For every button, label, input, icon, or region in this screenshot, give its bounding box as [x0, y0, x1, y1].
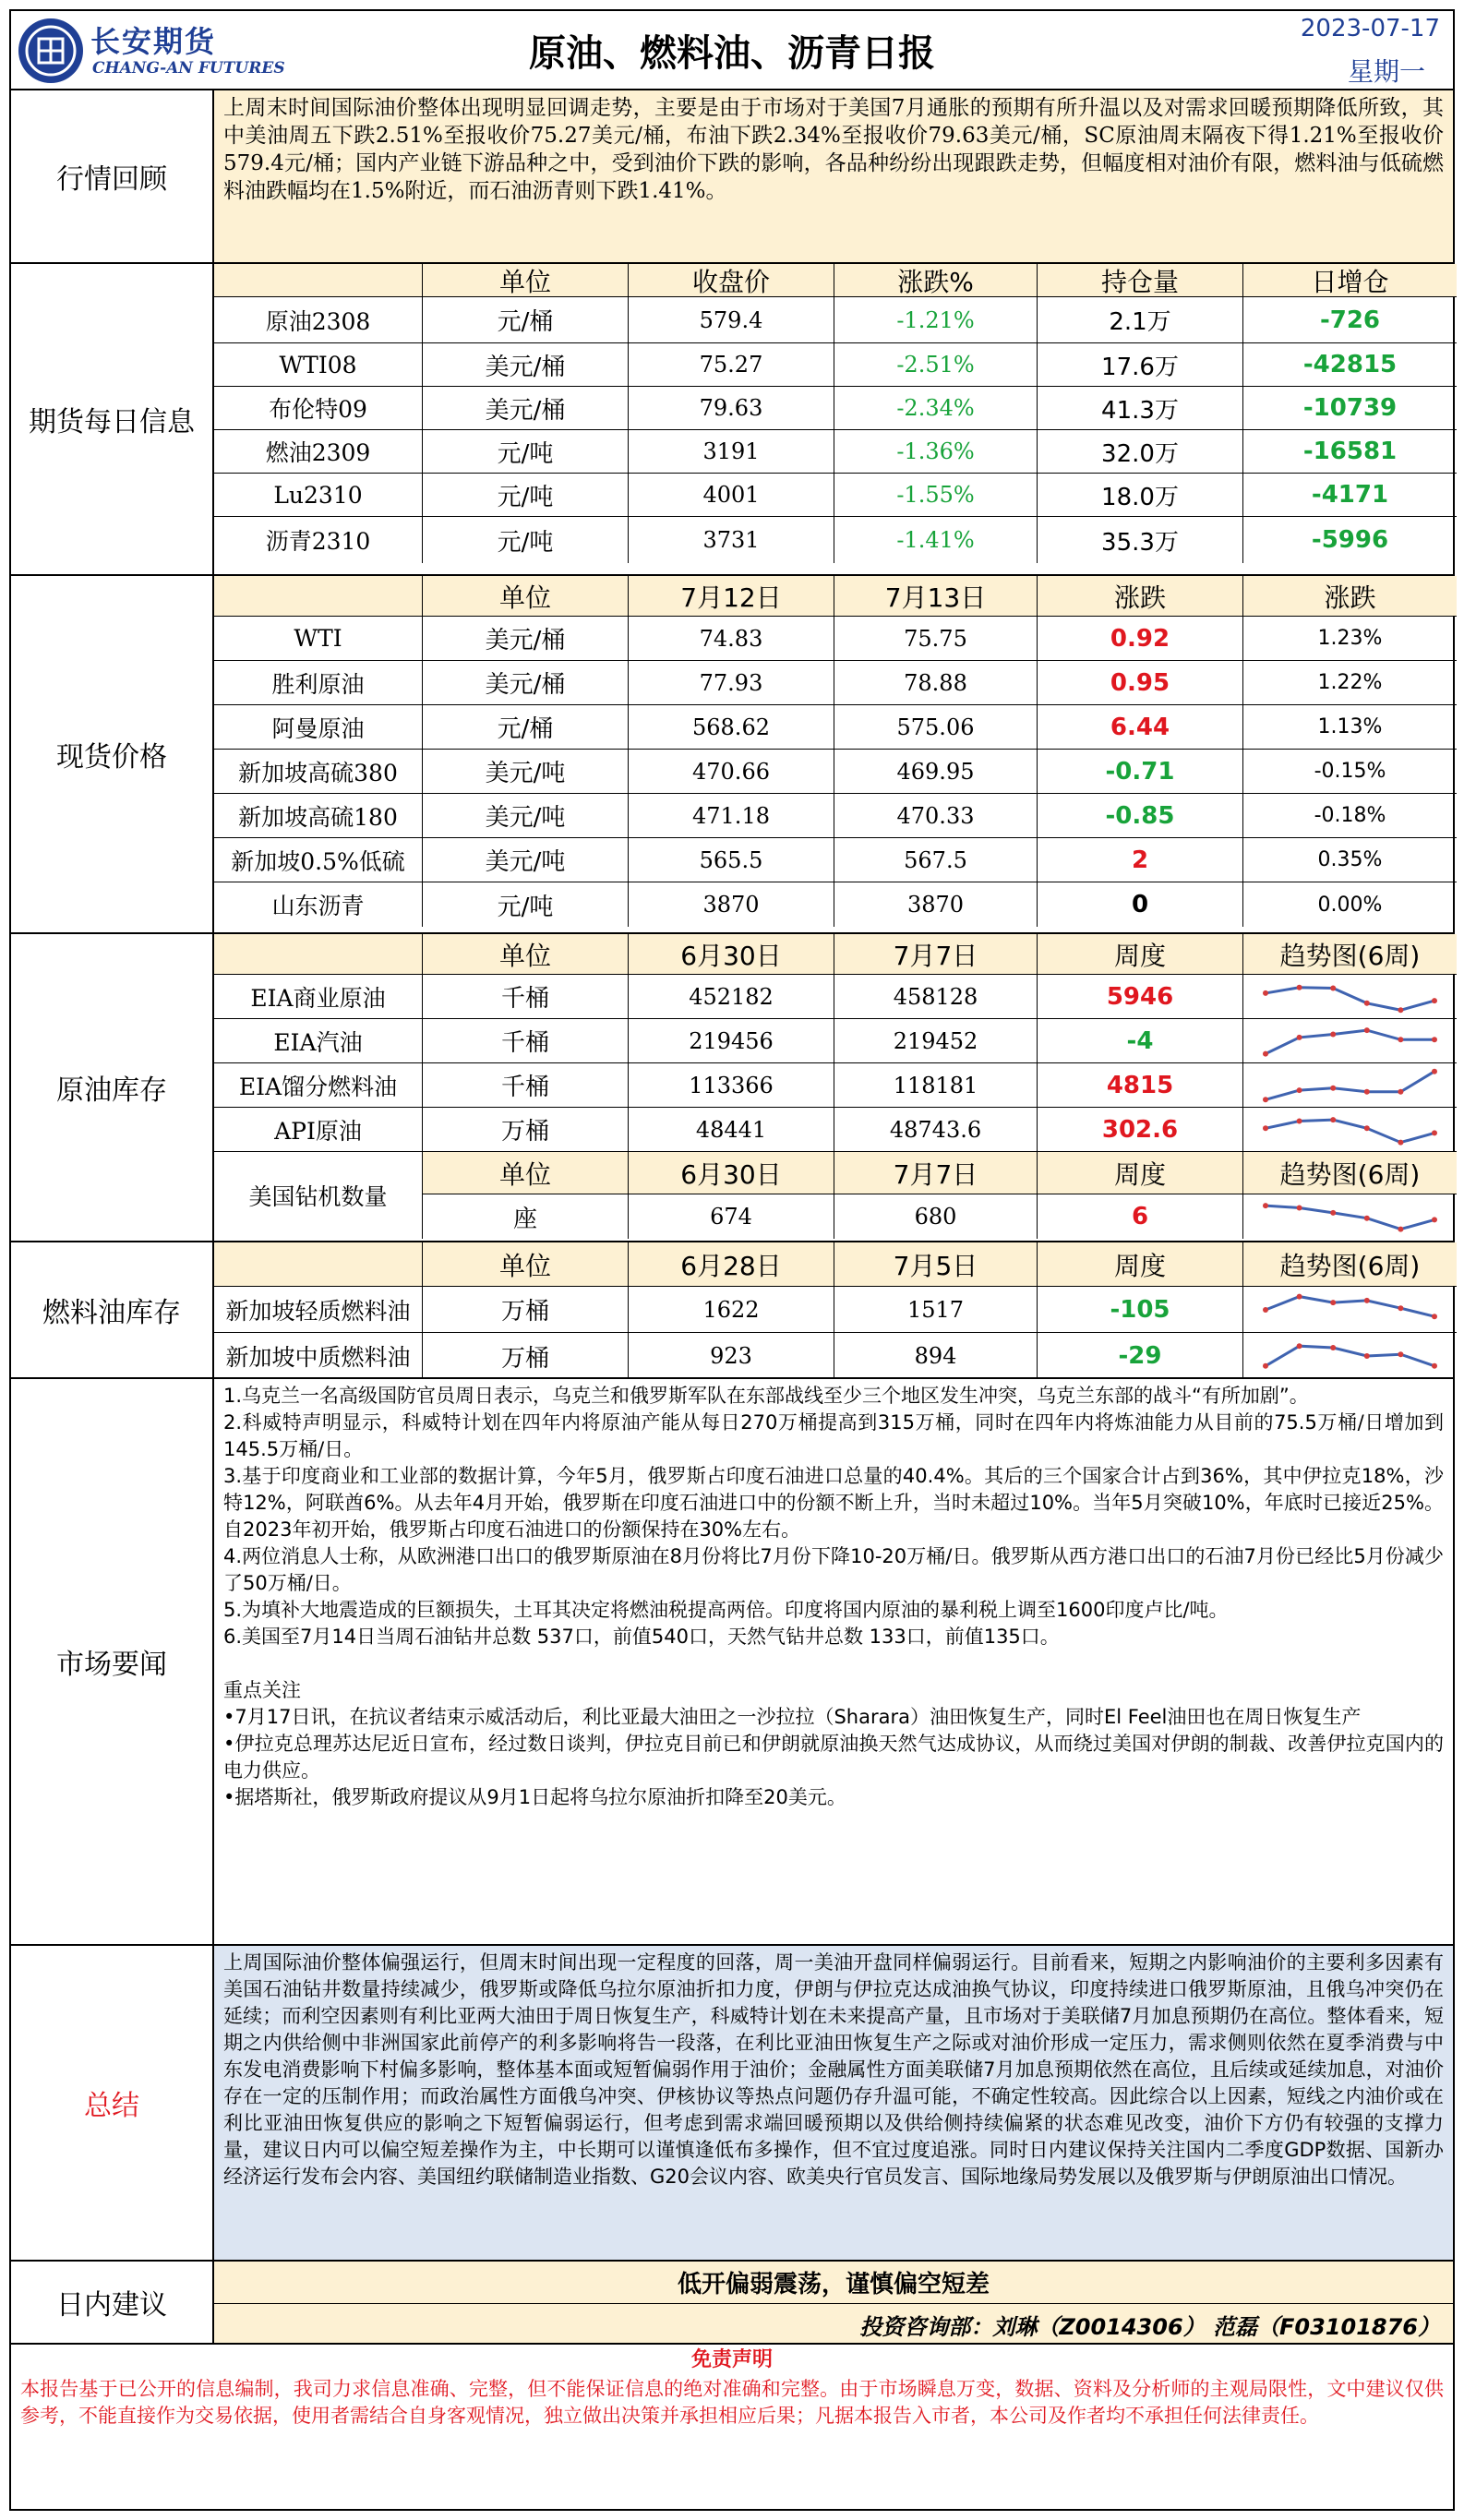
trend-point [1330, 1086, 1336, 1091]
spot-change-pct: 1.13% [1243, 705, 1457, 750]
inventory-unit: 千桶 [423, 1063, 629, 1108]
inventory-header-3: 7月7日 [834, 934, 1038, 975]
rig-header-1: 单位 [423, 1152, 629, 1194]
inventory-header-2: 6月30日 [629, 934, 834, 975]
futures-name: WTI08 [214, 343, 423, 387]
fuel-weekly-change: -105 [1038, 1287, 1243, 1333]
focus-list [223, 1704, 1444, 1811]
rig-header-2: 6月30日 [629, 1152, 834, 1194]
spot-unit: 元/桶 [423, 705, 629, 750]
spot-unit: 美元/吨 [423, 838, 629, 882]
futures-change: -2.51% [834, 343, 1038, 387]
report-title: 原油、燃料油、沥青日报 [529, 31, 935, 75]
trend-point [1364, 1027, 1370, 1033]
spot-price-2: 75.75 [834, 617, 1038, 661]
spot-price-2: 470.33 [834, 794, 1038, 838]
rig-header-5: 趋势图(6周) [1243, 1152, 1457, 1194]
rig-value-1: 674 [629, 1194, 834, 1239]
news-body [214, 1379, 1453, 1944]
spot-price-2: 575.06 [834, 705, 1038, 750]
spot-header-0 [214, 576, 423, 617]
fuel-inventory-table [214, 1242, 1453, 1377]
trend-point [1330, 1117, 1336, 1122]
trend-line [1266, 1030, 1434, 1054]
company-name-cn: 长安期货 [90, 24, 217, 59]
trend-point [1330, 1345, 1336, 1350]
trend-point [1330, 985, 1336, 990]
rig-header-4: 周度 [1038, 1152, 1243, 1194]
spot-price-1: 568.62 [629, 705, 834, 750]
spot-change: 6.44 [1038, 705, 1243, 750]
fuel-header-5: 趋势图(6周) [1243, 1242, 1457, 1287]
spot-price-1: 470.66 [629, 750, 834, 794]
spot-section [9, 574, 1455, 934]
spot-change: 0 [1038, 882, 1243, 927]
news-item: 6.美国至7月14日当周石油钻井总数 537口，前值540口，天然气钻井总数 133口，前值135口。 [223, 1626, 1060, 1648]
futures-daily-oi-change: -16581 [1243, 430, 1457, 474]
fuel-trend-chart [1243, 1333, 1457, 1379]
inventory-name: API原油 [214, 1108, 423, 1152]
trend-point [1297, 1294, 1302, 1300]
fuel-header-3: 7月5日 [834, 1242, 1038, 1287]
futures-header-2: 收盘价 [629, 264, 834, 297]
inventory-header-1: 单位 [423, 934, 629, 975]
fuel-header-4: 周度 [1038, 1242, 1243, 1287]
spot-change: -0.71 [1038, 750, 1243, 794]
trend-point [1263, 1125, 1268, 1131]
trend-point [1364, 1089, 1370, 1095]
spot-price-2: 567.5 [834, 838, 1038, 882]
spot-name: 山东沥青 [214, 882, 423, 927]
advice-body [214, 2262, 1453, 2343]
futures-open-interest: 35.3万 [1038, 517, 1243, 563]
futures-change: -1.36% [834, 430, 1038, 474]
spot-name: 新加坡高硫180 [214, 794, 423, 838]
inventory-header-0 [214, 934, 423, 975]
spot-change-pct: 1.22% [1243, 661, 1457, 705]
spot-change-pct: -0.18% [1243, 794, 1457, 838]
futures-open-interest: 17.6万 [1038, 343, 1243, 387]
trend-point [1364, 1001, 1370, 1006]
spot-header-2: 7月12日 [629, 576, 834, 617]
trend-point [1432, 1130, 1437, 1135]
news-item: 4.两位消息人士称，从欧洲港口出口的俄罗斯原油在8月份将比7月份下降10-20万桶/日。俄罗斯从西方港口出口的石油7月份已经比5月份减少了50万桶/日。 [223, 1545, 1444, 1594]
advice-label: 日内建议 [11, 2262, 214, 2343]
trend-point [1432, 1363, 1437, 1369]
trend-point [1297, 1118, 1302, 1123]
summary-section [9, 1944, 1455, 2262]
futures-name: 燃油2309 [214, 430, 423, 474]
fuel-inventory-section [9, 1241, 1455, 1379]
futures-daily-oi-change: -4171 [1243, 474, 1457, 517]
news-item: 2.科威特声明显示，科威特计划在四年内将原油产能从每日270万桶提高到315万桶，同时在四年内将炼油能力从目前的75.5万桶/日增加到145.5万桶/日。 [223, 1411, 1444, 1460]
focus-item: •据塔斯社，俄罗斯政府提议从9月1日起将乌拉尔原油折扣降至20美元。 [223, 1786, 846, 1808]
trend-line [1266, 1206, 1434, 1230]
rig-trend-chart [1243, 1194, 1457, 1239]
fuel-unit: 万桶 [423, 1287, 629, 1333]
trend-point [1263, 1363, 1268, 1369]
news-item: 3.基于印度商业和工业部的数据计算，今年5月，俄罗斯占印度石油进口总量的40.4%。其后的三个国家合计占到36%，其中伊拉克18%，沙特12%，阿联酋6%。从去年4月开始，俄罗斯在印度石油进口中的份额不断上升，当时未超过10%。当年5月突破10%，年底时已接近25%。自2023年初开始，俄罗斯占印度石油进口的份额保持在30%左右。 [223, 1465, 1444, 1541]
trend-point [1263, 990, 1268, 996]
spot-change: 0.95 [1038, 661, 1243, 705]
futures-unit: 元/吨 [423, 517, 629, 563]
trend-point [1398, 1037, 1403, 1042]
futures-close: 79.63 [629, 387, 834, 430]
rig-header-3: 7月7日 [834, 1152, 1038, 1194]
futures-daily-oi-change: -726 [1243, 297, 1457, 343]
inventory-value-1: 113366 [629, 1063, 834, 1108]
spot-price-1: 77.93 [629, 661, 834, 705]
spot-change: 0.92 [1038, 617, 1243, 661]
futures-unit: 元/吨 [423, 474, 629, 517]
trend-point [1432, 1314, 1437, 1319]
trend-point [1398, 1089, 1403, 1095]
inventory-unit: 千桶 [423, 1019, 629, 1063]
trend-point [1297, 1035, 1302, 1040]
spot-change-pct: 1.23% [1243, 617, 1457, 661]
trend-line [1266, 1120, 1434, 1142]
futures-open-interest: 18.0万 [1038, 474, 1243, 517]
advice-section [9, 2260, 1455, 2345]
rig-value-2: 680 [834, 1194, 1038, 1239]
spot-label: 现货价格 [11, 576, 214, 932]
trend-point [1297, 1205, 1302, 1210]
futures-open-interest: 41.3万 [1038, 387, 1243, 430]
report-header [9, 9, 1455, 90]
inventory-label: 原油库存 [11, 934, 214, 1241]
spot-unit: 美元/吨 [423, 794, 629, 838]
fuel-value-1: 923 [629, 1333, 834, 1379]
report-weekday: 星期一 [1347, 56, 1425, 87]
futures-close: 3191 [629, 430, 834, 474]
rig-weekly-change: 6 [1038, 1194, 1243, 1239]
futures-change: -1.41% [834, 517, 1038, 563]
inventory-trend-chart [1243, 1019, 1457, 1063]
inventory-trend-chart [1243, 1063, 1457, 1108]
inventory-name: EIA汽油 [214, 1019, 423, 1063]
spot-name: 新加坡高硫380 [214, 750, 423, 794]
inventory-weekly-change: 5946 [1038, 975, 1243, 1019]
futures-change: -1.21% [834, 297, 1038, 343]
futures-label: 期货每日信息 [11, 264, 214, 574]
spot-unit: 美元/桶 [423, 661, 629, 705]
summary-text: 上周国际油价整体偏强运行，但周末时间出现一定程度的回落，周一美油开盘同样偏弱运行。目前看来，短期之内影响油价的主要利多因素有美国石油钻井数量持续减少，俄罗斯或降低乌拉尔原油折扣力度，伊朗与伊拉克达成油换气协议，印度持续进口俄罗斯原油，且俄乌冲突仍在延续；而利空因素则有利比亚两大油田于周日恢复生产，科威特计划在未来提高产量，且市场对于美联储7月加息预期仍在高位。整体看来，短期之内供给侧中非洲国家此前停产的利多影响将告一段落，在利比亚油田恢复生产之际或对油价形成一定压力，需求侧则依然在夏季消费与中东发电消费影响下村偏多影响，整体基本面或短暂偏弱作用于油价；金融属性方面美联储7月加息预期依然在高位，且后续或延续加息，对油价存在一定的压制作用；而政治属性方面俄乌冲突、伊核协议等热点问题仍存升温可能，不确定性较高。因此综合以上因素，短线之内油价或在利比亚油田恢复供应的影响之下短暂偏弱运行，但考虑到需求端回暖预期以及供给侧持续偏紧的状态难见改变，油价下方仍有较强的支撑力量，建议日内可以偏空短差操作为主，中长期可以谨慎逢低布多操作，但不宜过度追涨。同时日内建议保持关注国内二季度GDP数据、国新办经济运行发布会内容、美国纽约联储制造业指数、G20会议内容、欧美央行官员发言、国际地缘局势发展以及俄罗斯与伊朗原油出口情况。 [214, 1946, 1453, 2260]
trend-point [1432, 998, 1437, 1003]
futures-daily-oi-change: -42815 [1243, 343, 1457, 387]
fuel-unit: 万桶 [423, 1333, 629, 1379]
futures-change: -2.34% [834, 387, 1038, 430]
trend-point [1398, 1007, 1403, 1013]
futures-name: 沥青2310 [214, 517, 423, 563]
spot-change-pct: -0.15% [1243, 750, 1457, 794]
futures-open-interest: 32.0万 [1038, 430, 1243, 474]
futures-name: 布伦特09 [214, 387, 423, 430]
advice-text: 低开偏弱震荡，谨慎偏空短差 [214, 2262, 1453, 2304]
inventory-value-1: 48441 [629, 1108, 834, 1152]
inventory-value-2: 458128 [834, 975, 1038, 1019]
fuel-name: 新加坡中质燃料油 [214, 1333, 423, 1379]
futures-name: 原油2308 [214, 297, 423, 343]
inventory-header-4: 周度 [1038, 934, 1243, 975]
inventory-section [9, 932, 1455, 1242]
inventory-value-2: 219452 [834, 1019, 1038, 1063]
spot-header-1: 单位 [423, 576, 629, 617]
trend-point [1364, 1216, 1370, 1221]
spot-unit: 美元/桶 [423, 617, 629, 661]
spot-price-1: 74.83 [629, 617, 834, 661]
trend-point [1263, 1307, 1268, 1313]
inventory-unit: 千桶 [423, 975, 629, 1019]
review-label: 行情回顾 [11, 90, 214, 262]
inventory-trend-chart [1243, 975, 1457, 1019]
review-text: 上周末时间国际油价整体出现明显回调走势，主要是由于市场对于美国7月通胀的预期有所升温以及对需求回暖预期降低所致，其中美油周五下跌2.51%至报收价75.27美元/桶，布油下跌2.34%至报收价79.63美元/桶，SC原油周末隔夜下得1.21%至报收价579.4元/桶；国内产业链下游品种之中，受到油价下跌的影响，各品种纷纷出现跟跌走势，但幅度相对油价有限，燃料油与低硫燃料油跌幅均在1.5%附近，而石油沥青则下跌1.41%。 [214, 90, 1453, 262]
trend-point [1297, 1343, 1302, 1349]
review-section [9, 89, 1455, 264]
spot-price-1: 471.18 [629, 794, 834, 838]
news-section [9, 1377, 1455, 1946]
spot-price-2: 3870 [834, 882, 1038, 927]
fuel-value-2: 1517 [834, 1287, 1038, 1333]
fuel-header-0 [214, 1242, 423, 1287]
trend-point [1432, 1217, 1437, 1222]
inventory-unit: 万桶 [423, 1108, 629, 1152]
trend-point [1398, 1351, 1403, 1357]
futures-header-3: 涨跌% [834, 264, 1038, 297]
inventory-weekly-change: -4 [1038, 1019, 1243, 1063]
focus-item: •7月17日讯，在抗议者结束示威活动后，利比亚最大油田之一沙拉拉（Sharara）油田恢复生产，同时El Feel油田也在周日恢复生产 [223, 1706, 1362, 1728]
spot-name: 阿曼原油 [214, 705, 423, 750]
inventory-header-5: 趋势图(6周) [1243, 934, 1457, 975]
trend-point [1398, 1140, 1403, 1146]
inventory-name: EIA商业原油 [214, 975, 423, 1019]
futures-close: 4001 [629, 474, 834, 517]
spot-table [214, 576, 1453, 932]
news-item: 5.为填补大地震造成的巨额损失，土耳其决定将燃油税提高两倍。印度将国内原油的暴利税上调至1600印度卢比/吨。 [223, 1599, 1229, 1621]
inventory-trend-chart [1243, 1108, 1457, 1152]
spot-unit: 美元/吨 [423, 750, 629, 794]
futures-unit: 元/吨 [423, 430, 629, 474]
trend-point [1330, 1300, 1336, 1305]
fuel-value-1: 1622 [629, 1287, 834, 1333]
spot-change: 2 [1038, 838, 1243, 882]
trend-point [1398, 1227, 1403, 1232]
futures-close: 75.27 [629, 343, 834, 387]
futures-daily-oi-change: -5996 [1311, 526, 1389, 554]
fuel-weekly-change: -29 [1038, 1333, 1243, 1379]
rig-count-title: 美国钻机数量 [214, 1152, 423, 1239]
spot-header-3: 7月13日 [834, 576, 1038, 617]
fuel-inventory-label: 燃料油库存 [11, 1242, 214, 1377]
spot-header-4: 涨跌 [1038, 576, 1243, 617]
spot-price-1: 565.5 [629, 838, 834, 882]
futures-table [214, 264, 1453, 574]
futures-open-interest: 2.1万 [1038, 297, 1243, 343]
spot-header-5: 涨跌 [1243, 576, 1457, 617]
report-date: 2023-07-17 [1300, 15, 1440, 42]
inventory-table [214, 934, 1453, 1241]
fuel-header-2: 6月28日 [629, 1242, 834, 1287]
company-name-en: CHANG-AN FUTURES [92, 59, 285, 78]
summary-label: 总结 [11, 1946, 214, 2260]
trend-line [1266, 1072, 1434, 1100]
trend-line [1266, 1297, 1434, 1317]
trend-point [1263, 1051, 1268, 1057]
trend-line [1266, 988, 1434, 1010]
fuel-trend-chart [1243, 1287, 1457, 1333]
spot-change-pct: 0.00% [1317, 893, 1383, 917]
spot-name: WTI [214, 617, 423, 661]
spot-unit: 元/吨 [423, 882, 629, 927]
disclaimer-text: 本报告基于已公开的信息编制，我司力求信息准确、完整，但不能保证信息的绝对准确和完整。由于市场瞬息万变，数据、资料及分析师的主观局限性，文中建议仅供参考，不能直接作为交易依据，使用者需结合自身客观情况，独立做出决策并承担相应后果；凡据本报告入市者，本公司及作者均不承担任何法律责任。 [20, 2378, 1444, 2427]
futures-name: Lu2310 [214, 474, 423, 517]
trend-point [1432, 1037, 1437, 1042]
futures-section [9, 262, 1455, 576]
disclaimer-title: 免责声明 [690, 2348, 773, 2371]
consultant-info: 投资咨询部：刘琳（Z0014306） 范磊（F03101876） [859, 2313, 1440, 2340]
inventory-weekly-change: 4815 [1038, 1063, 1243, 1108]
fuel-value-2: 894 [834, 1333, 1038, 1379]
focus-title: 重点关注 [223, 1679, 301, 1701]
inventory-value-1: 219456 [629, 1019, 834, 1063]
trend-point [1432, 1069, 1437, 1074]
futures-unit: 元/桶 [423, 297, 629, 343]
futures-header-5: 日增仓 [1243, 264, 1457, 297]
trend-point [1364, 1353, 1370, 1359]
trend-point [1297, 1087, 1302, 1093]
futures-change: -1.55% [834, 474, 1038, 517]
disclaimer-section [9, 2343, 1455, 2511]
futures-header-4: 持仓量 [1038, 264, 1243, 297]
trend-line [1266, 1346, 1434, 1366]
inventory-value-2: 118181 [834, 1063, 1038, 1108]
trend-point [1364, 1298, 1370, 1303]
futures-unit: 美元/桶 [423, 387, 629, 430]
spot-price-1: 3870 [629, 882, 834, 927]
spot-change-pct: 0.35% [1243, 838, 1457, 882]
futures-header-0 [214, 264, 423, 297]
fuel-header-1: 单位 [423, 1242, 629, 1287]
futures-header-1: 单位 [423, 264, 629, 297]
fuel-name: 新加坡轻质燃料油 [214, 1287, 423, 1333]
trend-point [1398, 1305, 1403, 1311]
focus-item: •伊拉克总理苏达尼近日宣布，经过数日谈判，伊拉克目前已和伊朗就原油换天然气达成协议，从而绕过美国对伊朗的制裁、改善伊拉克国内的电力供应。 [223, 1733, 1444, 1782]
inventory-value-1: 452182 [629, 975, 834, 1019]
trend-point [1297, 985, 1302, 990]
inventory-value-2: 48743.6 [834, 1108, 1038, 1152]
futures-unit: 美元/桶 [423, 343, 629, 387]
spot-price-2: 78.88 [834, 661, 1038, 705]
trend-point [1263, 1203, 1268, 1208]
inventory-name: EIA馏分燃料油 [214, 1063, 423, 1108]
trend-point [1263, 1097, 1268, 1102]
trend-point [1330, 1210, 1336, 1216]
futures-close: 579.4 [629, 297, 834, 343]
futures-close: 3731 [629, 517, 834, 563]
inventory-weekly-change: 302.6 [1038, 1108, 1243, 1152]
news-item: 1.乌克兰一名高级国防官员周日表示，乌克兰和俄罗斯军队在东部战线至少三个地区发生冲突，乌克兰东部的战斗“有所加剧”。 [223, 1385, 1309, 1407]
trend-point [1330, 1032, 1336, 1038]
news-label: 市场要闻 [11, 1379, 214, 1944]
report-sheet [9, 9, 1455, 2511]
trend-point [1364, 1125, 1370, 1131]
futures-daily-oi-change: -10739 [1243, 387, 1457, 430]
spot-name: 胜利原油 [214, 661, 423, 705]
spot-name: 新加坡0.5%低硫 [214, 838, 423, 882]
spot-price-2: 469.95 [834, 750, 1038, 794]
spot-change: -0.85 [1038, 794, 1243, 838]
news-list [223, 1383, 1444, 1650]
rig-unit: 座 [423, 1194, 629, 1239]
